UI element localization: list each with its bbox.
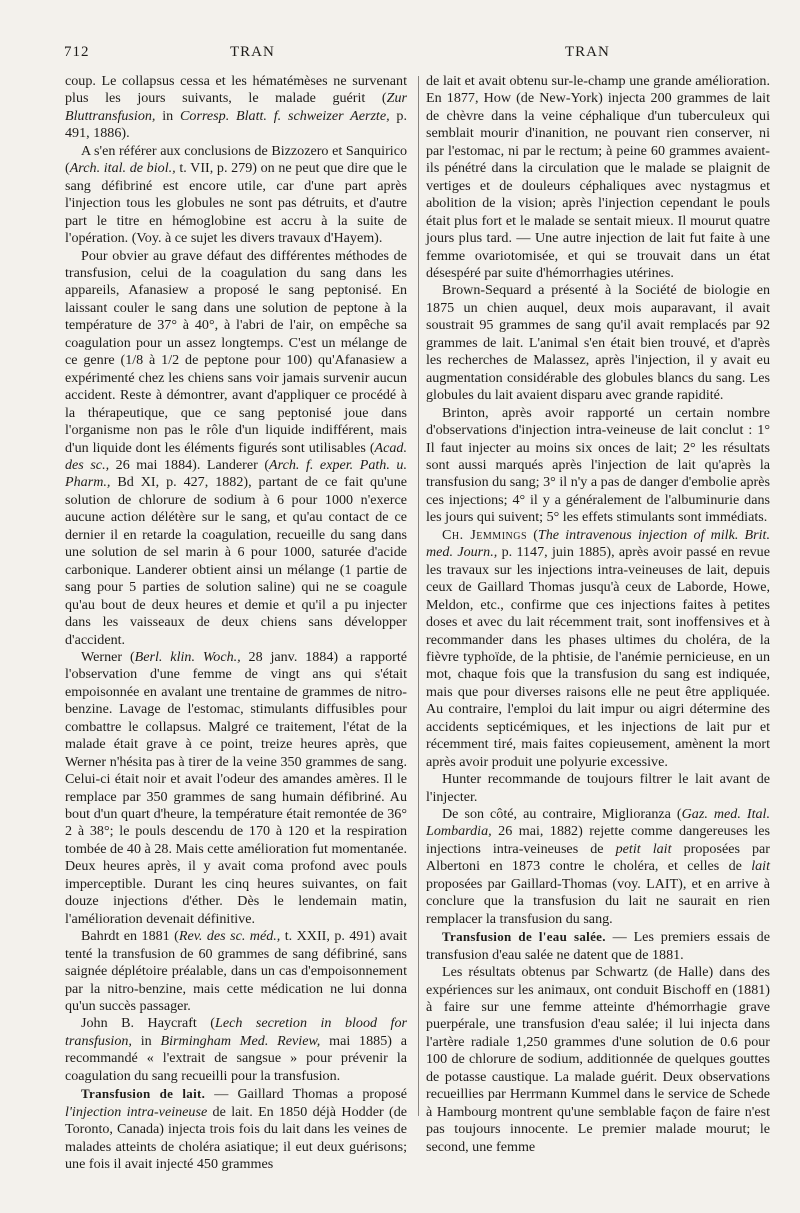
- section-paragraph-milk-transfusion: Transfusion de lait. — Gaillard Thomas a proposé l'injection intra-veineuse de lait. En 1850 déjà Hodder (de Toronto, Canada) injecta trois fois du lait dans les veines de malades atteints de choléra asiatique; il eut deux guérisons; une fois il avait injecté 450 grammes: [65, 1086, 408, 1173]
- section-heading: Transfusion de l'eau salée.: [442, 929, 606, 945]
- page-number: 712: [64, 44, 90, 60]
- paragraph: Ch. Jemmings (The intravenous injection of milk. Brit. med. Journ., p. 1147, juin 1885), après avoir passé en revue les travaux sur les injections intra-veineuses de lait, depuis ceux de Gaillard Thomas jusqu'à ceux de Laborde, Howe, Meldon, etc., confirme que ces injections faites à petites doses et avec du lait récemment trait, sont inoffensives et à recommander dans les phases ultimes du choléra, de la fièvre typhoïde, de la phtisie, de l'anémie pernicieuse, en un mot, chaque fois que la transfusion du sang est indiquée, mais que pour diverses raisons elle ne peut être appliquée. Au contraire, l'emploi du lait impur ou aigri détermine des accidents septicémiques, et les injections de lait pur et récemment tiré, mais faites copieusement, amènent la mort après avoir produit une polyurie excessive.: [426, 526, 770, 770]
- paragraph: John B. Haycraft (Lech secretion in blood for transfusion, in Birmingham Med. Review, mai 1885) a recommandé « l'extrait de sangsue » pour prévenir la coagulation du sang recueilli pour la transfusion.: [65, 1015, 407, 1084]
- paragraph: de lait et avait obtenu sur-le-champ une grande amélioration. En 1877, How (de New-York) injecta 200 grammes de lait de chèvre dans la veine céphalique d'un tuberculeux qui semblait mourir d'inanition, ne pouvant rien conserver, ni par l'estomac, ni par le rectum; à peine 60 grammes avaient-ils pénétré dans la circulation que le malade se plaignit de vertiges et de douleurs céphaliques avec nystagmus et abolition de la vision; après l'injection cependant le pouls était plus fort et le malade se sentait mieux. Il mourut quatre jours plus tard. — Une autre injection de lait fut faite à une femme ovariotomisée, et qui se trouvait dans un état désespéré par suite d'hémorrhagies utérines.: [426, 73, 770, 281]
- paragraph: Les résultats obtenus par Schwartz (de Halle) dans des expériences sur les animaux, ont conduit Bischoff en (1881) à faire sur une femme atteinte d'hémorrhagie grave puerpérale, une transfusion d'eau salée; il lui injecta dans l'artère radiale 1,250 grammes d'une solution de 0.6 pour 100 de chlorure de sodium, additionnée de quelques gouttes de potasse caustique. La malade guérit. Deux observations recueillies par Herrmann Kummel dans le service de Schede à Hambourg montrent qu'une semblable façon de faire n'est pas toujours innocente. Le premier malade mourut; le second, une femme: [426, 964, 770, 1155]
- running-header: [0, 44, 800, 64]
- paragraph: Pour obvier au grave défaut des différentes méthodes de transfusion, celui de la coagulation du sang dans les appareils, Afanasiew a proposé le sang peptonisé. En laissant couler le sang dans une solution de peptone à la température de 37° à 40°, à l'abri de l'air, on empêche sa coagulation pour un assez longtemps. C'est un mélange de ce genre (1/8 à 1/2 de peptone pour 100) qu'Afanasiew a expérimenté chez les chiens sans voir jamais survenir aucun accident. Reste à démontrer, avant d'appliquer ce procédé à la thérapeutique, que ce sang peptonisé joue dans l'organisme non pas le rôle d'un liquide indifférent, mais d'un liquide dont les éléments figurés sont utilisables (Acad. des sc., 26 mai 1884). Landerer (Arch. f. exper. Path. u. Pharm., Bd XI, p. 427, 1882), partant de ce fait qu'une solution de chlorure de sodium à 6 pour 1000 n'exerce aucune action délétère sur le sang, et qu'au contact de ce dernier il en retarde la coagulation, recueille du sang dans une solution de sel marin à 6 pour 1000, saturée d'acide carbonique. Landerer obtient ainsi un mélange (1 partie de sang pour 5 parties de solution saline) qui ne se coagule qu'au bout de deux heures et demie et qu'il a pu injecter dans les vaisseaux de deux chiens sans développer d'accident.: [65, 247, 407, 648]
- right-column: [426, 73, 770, 1156]
- column-rule: [418, 76, 419, 1116]
- paragraph: Brown-Sequard a présenté à la Société de biologie en 1875 un chien auquel, deux mois auparavant, il avait soustrait 95 grammes de sang qu'il avait remplacés par 92 grammes de lait. L'animal s'en était bien trouvé, et d'après les recherches de Malassez, après l'injection, il y avait eu augmentation considérable des globules blancs du sang. Les globules du lait avaient disparu avec grande rapidité.: [426, 282, 770, 404]
- paragraph: Bahrdt en 1881 (Rev. des sc. méd., t. XXII, p. 491) avait tenté la transfusion de 60 grammes de sang défibriné, sans saignée déplétoire préalable, dans un cas d'empoisonnement par la nitro-benzine, mais cette médication ne lui donna qu'un succès passager.: [65, 928, 407, 1015]
- header-guide-word-right: TRAN: [565, 44, 610, 60]
- paragraph: Hunter recommande de toujours filtrer le lait avant de l'injecter.: [426, 771, 770, 805]
- header-guide-word-left: TRAN: [230, 44, 275, 60]
- paragraph: A s'en référer aux conclusions de Bizzozero et Sanquirico (Arch. ital. de biol., t. VII, p. 279) on ne peut que dire que le sang défibriné est encore utile, car d'une part après l'injection tous les globules ne sont pas détruits, et d'autre part le titre en hémoglobine est accru à la suite de l'opération. (Voy. à ce sujet les divers travaux d'Hayem).: [65, 142, 407, 247]
- paragraph: coup. Le collapsus cessa et les hématémèses ne survenant plus les jours suivants, le malade guérit (Zur Bluttransfusion, in Corresp. Blatt. f. schweizer Aerzte, p. 491, 1886).: [65, 73, 408, 142]
- paragraph: Brinton, après avoir rapporté un certain nombre d'observations d'injection intra-veineuse de lait conclut : 1° Il faut injecter au moins six onces de lait; 2° les résultats sont aussi marqués après l'injection de lait qu'après la transfusion du sang; 3° il n'y a pas de danger d'embolie après ces injections; 4° il y a généralement de l'albuminurie dans les jours qui suivent; 5° les effets stimulants sont immédiats.: [426, 404, 770, 526]
- paragraph: Werner (Berl. klin. Woch., 28 janv. 1884) a rapporté l'observation d'une femme de vingt ans qui s'était empoisonnée en avalant une trentaine de grammes de nitro-benzine. Lavage de l'estomac, stimulants diffusibles pour combattre le collapsus. Malgré ce traitement, l'état de la malade était grave à ce point, treize heures après, que Werner n'hésita pas à tirer de la veine 350 grammes de sang. Celui-ci était noir et avait l'odeur des amandes amères. Il le remplace par 350 grammes de sang humain défibriné. Au bout d'un quart d'heure, la température était remontée de 36° 2 à 38°; le pouls descendu de 170 à 120 et la respiration tombée de 40 à 28. Mais cette amélioration fut momentanée. Deux heures après, il y avait coma profond avec pouls imperceptible. Durant les cinq heures suivantes, on fait douze injections d'éther. Dès le lendemain matin, l'amélioration devenait définitive.: [65, 648, 407, 927]
- section-heading: Transfusion de lait.: [81, 1086, 206, 1102]
- paragraph: De son côté, au contraire, Miglioranza (Gaz. med. Ital. Lombardia, 26 mai, 1882) rejette comme dangereuses les injections intra-veineuses de petit lait proposées par Albertoni en 1873 contre le choléra, et celles de lait proposées par Gaillard-Thomas (voy. LAIT), et en arrive à conclure que la transfusion du lait ne saurait en rien remplacer la transfusion du sang.: [426, 806, 770, 927]
- section-paragraph-salt-water-transfusion: Transfusion de l'eau salée. — Les premiers essais de transfusion d'eau salée ne datent que de 1881.: [426, 929, 770, 963]
- left-column: [65, 73, 407, 1174]
